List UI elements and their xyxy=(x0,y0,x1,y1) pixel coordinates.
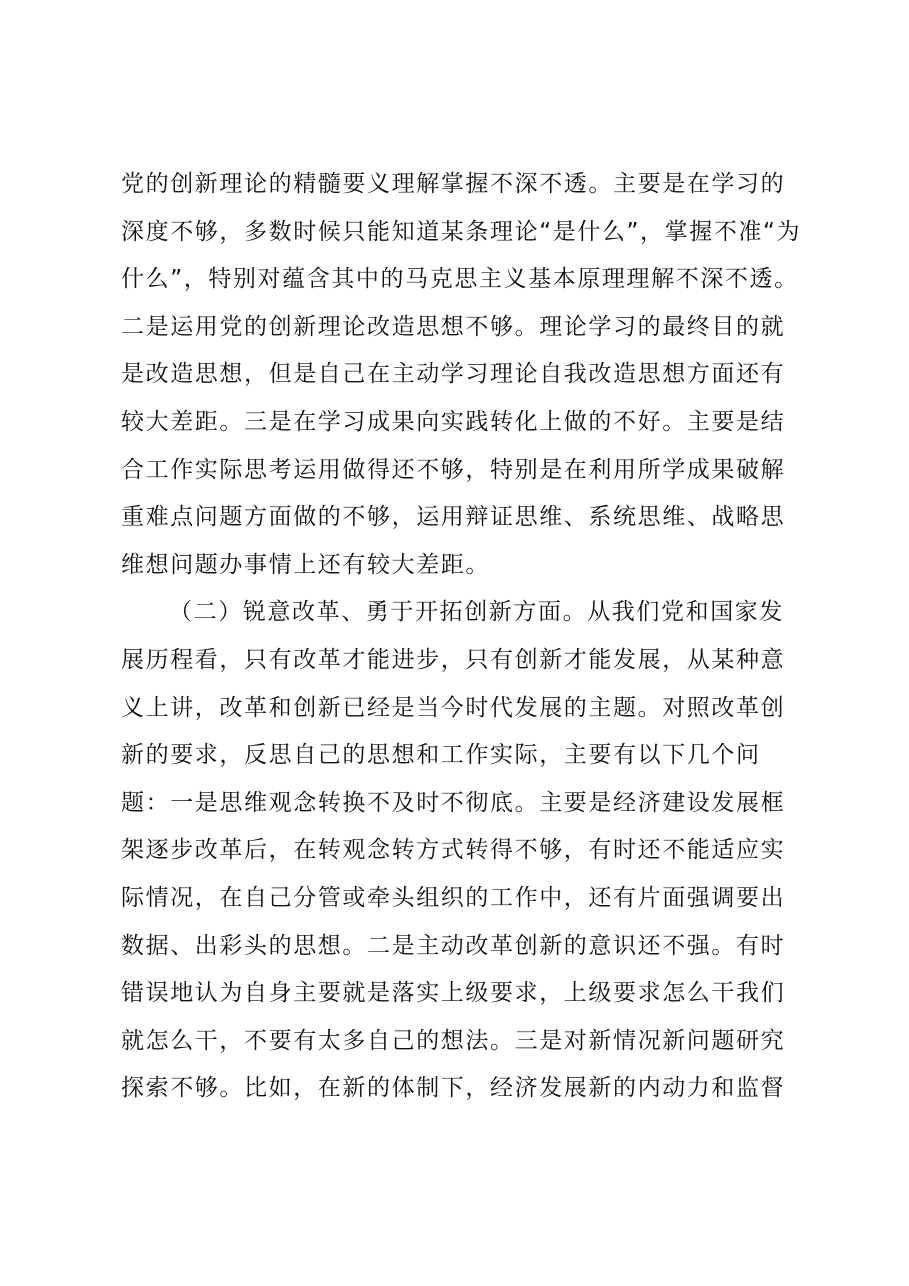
body-text xyxy=(121,161,801,1113)
text-line-20: 探索不够。比如，在新的体制下，经济发展新的内动力和监督 xyxy=(121,1075,786,1102)
text-line-12: 义上讲，改革和创新已经是当今时代发展的主题。对照改革创 xyxy=(121,694,786,721)
text-line-17: 数据、出彩头的思想。二是主动改革创新的意识还不强。有时 xyxy=(121,932,786,959)
text-line-13: 新的要求，反思自己的思想和工作实际，主要有以下几个问 xyxy=(121,742,761,769)
text-line-16: 际情况，在自己分管或牵头组织的工作中，还有片面强调要出 xyxy=(121,884,786,911)
section-heading-line: （二）锐意改革、勇于开拓创新方面。从我们党和国家发 xyxy=(169,599,784,626)
text-line-14: 题：一是思维观念转换不及时不彻底。主要是经济建设发展框 xyxy=(121,789,786,816)
text-line-18: 错误地认为自身主要就是落实上级要求，上级要求怎么干我们 xyxy=(121,980,786,1007)
text-line-1: 党的创新理论的精髓要义理解掌握不深不透。主要是在学习的 xyxy=(121,171,786,197)
text-line-3: 什么”，特别对蕴含其中的马克思主义基本原理理解不深不透。 xyxy=(121,266,799,293)
text-line-9: 维想问题办事情上还有较大差距。 xyxy=(121,551,490,578)
text-line-8: 重难点问题方面做的不够，运用辩证思维、系统思维、战略思 xyxy=(121,504,786,531)
text-line-7: 合工作实际思考运用做得还不够，特别是在利用所学成果破解 xyxy=(121,456,786,483)
text-line-2: 深度不够，多数时候只能知道某条理论“是什么”，掌握不准“为 xyxy=(121,218,802,245)
text-line-11: 展历程看，只有改革才能进步，只有创新才能发展，从某种意 xyxy=(121,646,786,673)
text-line-5: 是改造思想，但是自己在主动学习理论自我改造思想方面还有 xyxy=(121,361,786,388)
text-line-6: 较大差距。三是在学习成果向实践转化上做的不好。主要是结 xyxy=(121,408,786,435)
text-line-19: 就怎么干，不要有太多自己的想法。三是对新情况新问题研究 xyxy=(121,1027,786,1054)
text-line-15: 架逐步改革后，在转观念转方式转得不够，有时还不能适应实 xyxy=(121,837,786,864)
text-line-4: 二是运用党的创新理论改造思想不够。理论学习的最终目的就 xyxy=(121,313,786,340)
